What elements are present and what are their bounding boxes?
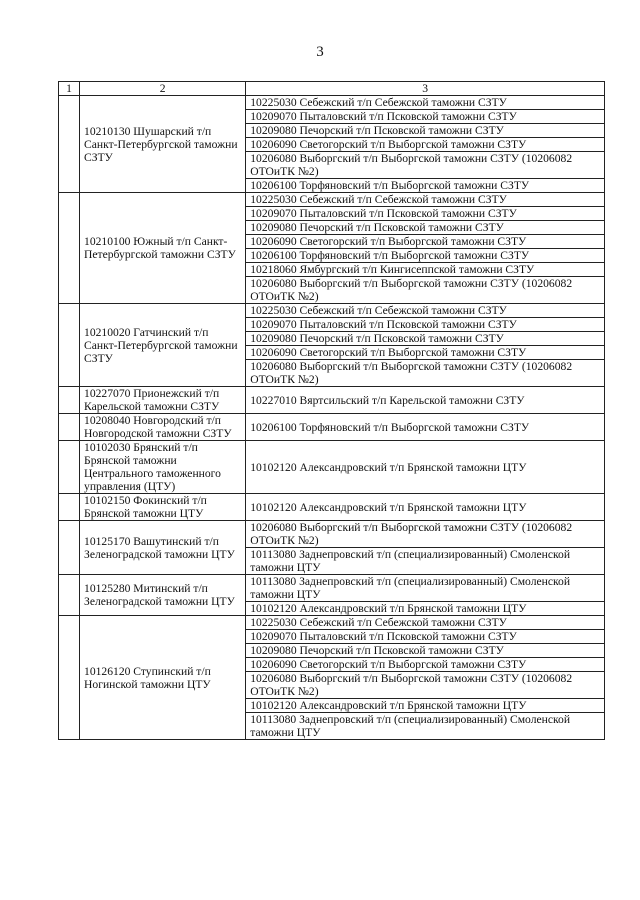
destination-post-cell: 10206080 Выборгский т/п Выборгской таможни СЗТУ (10206082 ОТОиТК №2) [246,521,605,548]
row-number-cell [59,616,80,740]
destination-post-cell: 10206100 Торфяновский т/п Выборгской таможни СЗТУ [246,414,605,441]
destination-post-cell: 10209080 Печорский т/п Псковской таможни СЗТУ [246,644,605,658]
origin-post-cell: 10102030 Брянский т/п Брянской таможни Центрального таможенного управления (ЦТУ) [80,441,246,494]
page-number: 3 [316,44,324,60]
destination-post-cell: 10227010 Вяртсильский т/п Карельской таможни СЗТУ [246,387,605,414]
destination-post-cell: 10206090 Светогорский т/п Выборгской таможни СЗТУ [246,658,605,672]
destination-post-cell: 10209070 Пыталовский т/п Псковской таможни СЗТУ [246,207,605,221]
destination-post-cell: 10209070 Пыталовский т/п Псковской таможни СЗТУ [246,318,605,332]
row-number-cell [59,387,80,414]
row-number-cell [59,414,80,441]
table-row [59,494,605,521]
table-row [59,414,605,441]
origin-post-cell: 10125170 Вашутинский т/п Зеленоградской таможни ЦТУ [80,521,246,575]
table-row [59,304,605,318]
destination-post-cell: 10206080 Выборгский т/п Выборгской таможни СЗТУ (10206082 ОТОиТК №2) [246,152,605,179]
origin-post-cell: 10227070 Прионежский т/п Карельской таможни СЗТУ [80,387,246,414]
row-number-cell [59,193,80,304]
destination-post-cell: 10113080 Заднепровский т/п (специализированный) Смоленской таможни ЦТУ [246,575,605,602]
header-cell-1: 1 [59,82,80,96]
table-row [59,616,605,630]
destination-post-cell: 10209080 Печорский т/п Псковской таможни СЗТУ [246,332,605,346]
header-cell-3: 3 [246,82,605,96]
destination-post-cell: 10206100 Торфяновский т/п Выборгской таможни СЗТУ [246,179,605,193]
row-number-cell [59,96,80,193]
table-row [59,521,605,548]
origin-post-cell: 10125280 Митинский т/п Зеленоградской таможни ЦТУ [80,575,246,616]
row-number-cell [59,575,80,616]
destination-post-cell: 10206090 Светогорский т/п Выборгской таможни СЗТУ [246,138,605,152]
destination-post-cell: 10206090 Светогорский т/п Выборгской таможни СЗТУ [246,346,605,360]
origin-post-cell: 10208040 Новгородский т/п Новгородской таможни СЗТУ [80,414,246,441]
destination-post-cell: 10206080 Выборгский т/п Выборгской таможни СЗТУ (10206082 ОТОиТК №2) [246,277,605,304]
header-cell-2: 2 [80,82,246,96]
destination-post-cell: 10209070 Пыталовский т/п Псковской таможни СЗТУ [246,630,605,644]
origin-post-cell: 10102150 Фокинский т/п Брянской таможни ЦТУ [80,494,246,521]
destination-post-cell: 10209070 Пыталовский т/п Псковской таможни СЗТУ [246,110,605,124]
destination-post-cell: 10225030 Себежский т/п Себежской таможни СЗТУ [246,193,605,207]
destination-post-cell: 10102120 Александровский т/п Брянской таможни ЦТУ [246,699,605,713]
row-number-cell [59,494,80,521]
destination-post-cell: 10113080 Заднепровский т/п (специализированный) Смоленской таможни ЦТУ [246,548,605,575]
origin-post-cell: 10210130 Шушарский т/п Санкт-Петербургской таможни СЗТУ [80,96,246,193]
row-number-cell [59,441,80,494]
row-number-cell [59,521,80,575]
row-number-cell [59,304,80,387]
destination-post-cell: 10206100 Торфяновский т/п Выборгской таможни СЗТУ [246,249,605,263]
destination-post-cell: 10206080 Выборгский т/п Выборгской таможни СЗТУ (10206082 ОТОиТК №2) [246,360,605,387]
table-header-row [59,82,605,96]
destination-post-cell: 10102120 Александровский т/п Брянской таможни ЦТУ [246,494,605,521]
destination-post-cell: 10113080 Заднепровский т/п (специализированный) Смоленской таможни ЦТУ [246,713,605,740]
origin-post-cell: 10210100 Южный т/п Санкт-Петербургской таможни СЗТУ [80,193,246,304]
destination-post-cell: 10102120 Александровский т/п Брянской таможни ЦТУ [246,602,605,616]
destination-post-cell: 10218060 Ямбургский т/п Кингисеппской таможни СЗТУ [246,263,605,277]
table-row [59,387,605,414]
table-row [59,575,605,602]
destination-post-cell: 10206090 Светогорский т/п Выборгской таможни СЗТУ [246,235,605,249]
table-row [59,441,605,494]
destination-post-cell: 10206080 Выборгский т/п Выборгской таможни СЗТУ (10206082 ОТОиТК №2) [246,672,605,699]
destination-post-cell: 10102120 Александровский т/п Брянской таможни ЦТУ [246,441,605,494]
destination-post-cell: 10225030 Себежский т/п Себежской таможни СЗТУ [246,304,605,318]
destination-post-cell: 10209080 Печорский т/п Псковской таможни СЗТУ [246,124,605,138]
table-row [59,96,605,110]
origin-post-cell: 10126120 Ступинский т/п Ногинской таможни ЦТУ [80,616,246,740]
origin-post-cell: 10210020 Гатчинский т/п Санкт-Петербургской таможни СЗТУ [80,304,246,387]
destination-post-cell: 10225030 Себежский т/п Себежской таможни СЗТУ [246,616,605,630]
routes-table [58,81,605,740]
destination-post-cell: 10225030 Себежский т/п Себежской таможни СЗТУ [246,96,605,110]
destination-post-cell: 10209080 Печорский т/п Псковской таможни СЗТУ [246,221,605,235]
table-row [59,193,605,207]
